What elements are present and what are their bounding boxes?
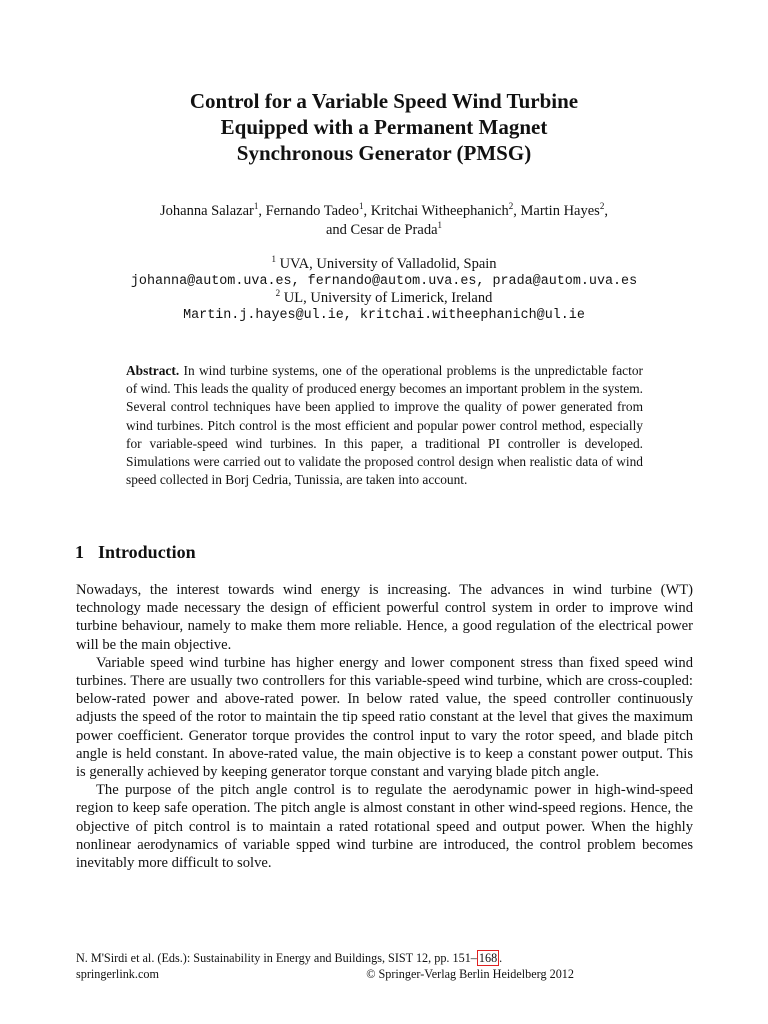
section-heading bbox=[75, 542, 196, 563]
paragraph: Nowadays, the interest towards wind energy is increasing. The advances in wind turbine (WT) technology made necessary the design of efficient powerful control system in order to improve wind turbine behaviour, namely to make them more reliable. Hence, a good regulation of the electrical power will be the main objective. bbox=[76, 582, 693, 653]
abstract-label: Abstract. bbox=[126, 363, 180, 378]
affiliation-number: 1 bbox=[271, 254, 276, 265]
citation-text: N. M'Sirdi et al. (Eds.): Sustainability in Energy and Buildings, SIST 12, pp. 151– bbox=[76, 951, 477, 965]
section-title: Introduction bbox=[98, 542, 196, 562]
page-range-link[interactable]: 168 bbox=[478, 951, 498, 965]
author-name: Fernando Tadeo bbox=[265, 203, 359, 219]
title-line: Synchronous Generator (PMSG) bbox=[236, 141, 532, 165]
paper-title bbox=[0, 88, 768, 166]
author-name: Martin Hayes bbox=[520, 203, 600, 219]
footer-citation bbox=[76, 950, 574, 966]
citation-end: . bbox=[499, 951, 503, 965]
abstract-text: In wind turbine systems, one of the operational problems is the unpredictable factor of wind. This leads the quality of produced energy becomes an important problem in the system. Several control techniques have been applied to improve the quality of power generated from wind turbines. Pitch control is the most efficient and popular power control method, especially for variable-speed wind turbines. In this paper, a traditional PI controller is developed. Simulations were carried out to validate the proposed control design when realistic data of wind speed collected in Borj Cedria, Tunissia, are taken into account. bbox=[126, 363, 643, 488]
author-name: Kritchai Witheephanich bbox=[370, 203, 509, 219]
affiliation-line bbox=[0, 256, 768, 273]
author-list: Johanna Salazar$^1$, Fernando Tadeo$^1$, Kritchai Witheephanich$^2$, Martin Hayes$^2$, and Cesar de Prada$^1$ bbox=[160, 201, 608, 238]
author-name: Johanna Salazar bbox=[160, 203, 254, 219]
author-affiliation-mark: 1 bbox=[437, 220, 443, 231]
footer-row bbox=[76, 966, 574, 982]
title-line: Control for a Variable Speed Wind Turbine bbox=[189, 89, 579, 113]
affiliations bbox=[0, 256, 768, 324]
author-affiliation-mark: 1 bbox=[253, 201, 259, 212]
author-affiliation-mark: 1 bbox=[358, 201, 364, 212]
title-line: Equipped with a Permanent Magnet bbox=[220, 115, 548, 139]
affiliation-line bbox=[0, 290, 768, 307]
author-name: Cesar de Prada bbox=[350, 222, 438, 238]
abstract bbox=[126, 362, 643, 489]
affiliation-number: 2 bbox=[275, 288, 281, 299]
affiliation-emails: johanna@autom.uva.es, fernando@autom.uva.es, prada@autom.uva.es bbox=[130, 274, 638, 289]
author-affiliation-mark: 2 bbox=[508, 201, 514, 212]
affiliation-name: UVA, University of Valladolid, Spain bbox=[279, 256, 497, 272]
page-footer bbox=[76, 950, 574, 982]
copyright-notice: © Springer-Verlag Berlin Heidelberg 2012 bbox=[366, 967, 574, 981]
affiliation-name: UL, University of Limerick, Ireland bbox=[283, 290, 493, 306]
section-number: 1 bbox=[75, 542, 84, 562]
paragraph: Variable speed wind turbine has higher energy and lower component stress than fixed speed wind turbines. There are usually two controllers for this variable-speed wind turbine, which are cross-coupled: below-rated power and above-rated power. In below rated value, the speed controller continuously adjusts the speed of the rotor to maintain the tip speed ratio constant at the level that gives the maximum power coefficient. Generator torque provides the control input to vary the rotor speed, and blade pitch angle is held constant. In above-rated value, the main objective is to keep a constant power output. This is generally achieved by keeping generator torque constant and varying blade pitch angle. bbox=[76, 654, 693, 781]
author-affiliation-mark: 2 bbox=[599, 201, 605, 212]
section-body bbox=[76, 581, 693, 872]
affiliation-emails: Martin.j.hayes@ul.ie, kritchai.witheephanich@ul.ie bbox=[183, 308, 585, 323]
paragraph: The purpose of the pitch angle control is to regulate the aerodynamic power in high-wind-speed region to keep safe operation. The pitch angle is almost constant in other wind-speed regions. Hence, the objective of pitch control is to maintain a rated rotational speed and output power. When the highly nonlinear aerodynamics of variable spped wind turbine are introduced, the control problem becomes inevitably more difficult to solve. bbox=[76, 782, 693, 872]
publisher-site: springerlink.com bbox=[76, 967, 159, 981]
